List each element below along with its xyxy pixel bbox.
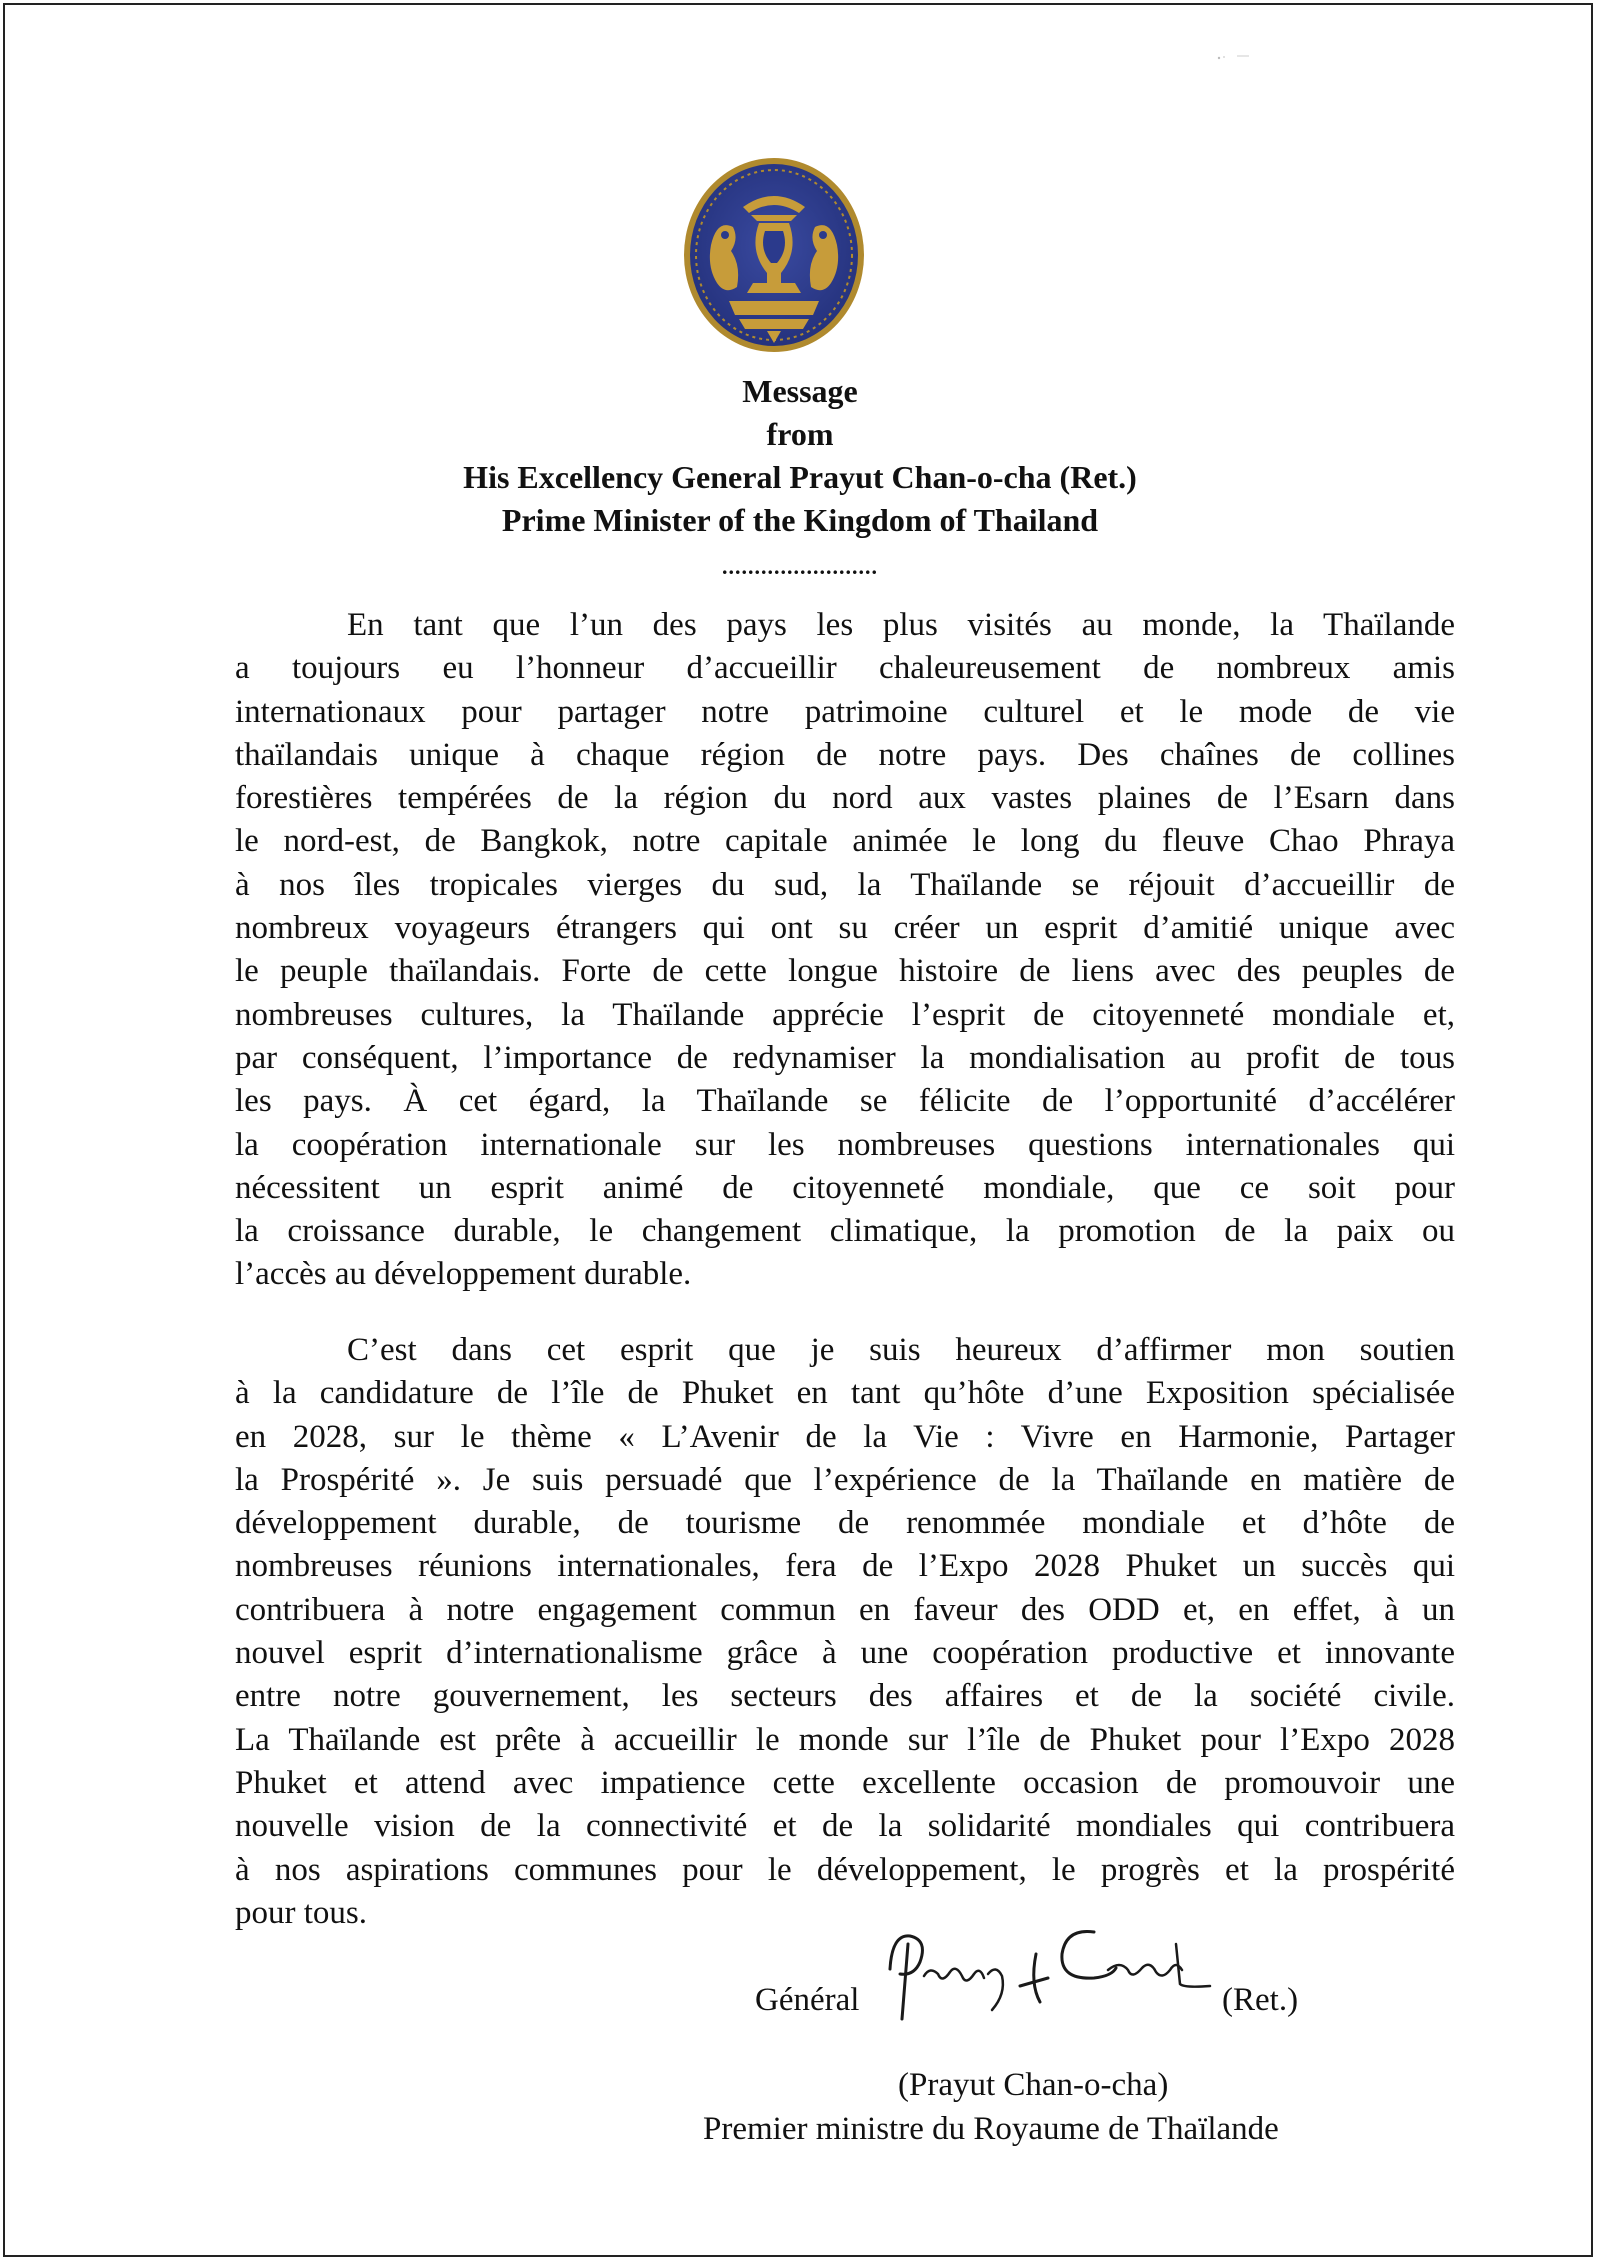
text-line: nouvelle vision de la connectivité et de la solidarité mondiales qui contribuera: [235, 1808, 1455, 1845]
text-line: à nos îles tropicales vierges du sud, la Thaïlande se réjouit d’accueillir de: [235, 866, 1455, 903]
signer-title: Premier ministre du Royaume de Thaïlande: [703, 2111, 1279, 2147]
body-paragraph-1: [235, 604, 1455, 1297]
text-line: En tant que l’un des pays les plus visités au monde, la Thaïlande: [347, 607, 1455, 643]
text-line: à la candidature de l’île de Phuket en tant qu’hôte d’une Exposition spécialisée: [235, 1375, 1455, 1412]
text-line: par conséquent, l’importance de redynamiser la mondialisation au profit de tous: [235, 1039, 1455, 1076]
text-line: à nos aspirations communes pour le développement, le progrès et la prospérité: [235, 1851, 1455, 1888]
text-line: nombreux voyageurs étrangers qui ont su créer un esprit d’amitié unique avec: [235, 910, 1455, 947]
heading-separator: ........................: [722, 554, 878, 579]
signer-rank-suffix: (Ret.): [1222, 1982, 1299, 2018]
text-line: entre notre gouvernement, les secteurs des affaires et de la société civile.: [235, 1678, 1455, 1715]
text-line: le nord-est, de Bangkok, notre capitale animée le long du fleuve Chao Phraya: [235, 823, 1455, 860]
text-line: forestières tempérées de la région du nord aux vastes plaines de l’Esarn dans: [235, 780, 1455, 817]
signer-name: (Prayut Chan-o-cha): [898, 2067, 1169, 2103]
body-paragraph-2: [235, 1329, 1455, 1935]
text-line: pour tous.: [235, 1894, 367, 1931]
heading-sender-title: Prime Minister of the Kingdom of Thailand: [501, 502, 1099, 538]
message-heading: [0, 370, 1600, 542]
text-line: contribuera à notre engagement commun en faveur des ODD et, en effet, à un: [235, 1591, 1455, 1628]
royal-seal-emblem: [681, 155, 867, 355]
heading-message: Message: [742, 373, 858, 409]
text-line: en 2028, sur le thème « L’Avenir de la Vie : Vivre en Harmonie, Partager: [235, 1418, 1455, 1455]
text-line: La Thaïlande est prête à accueillir le monde sur l’île de Phuket pour l’Expo 2028: [235, 1721, 1455, 1758]
text-line: nombreuses cultures, la Thaïlande apprécie l’esprit de citoyenneté mondiale et,: [235, 996, 1455, 1033]
text-line: a toujours eu l’honneur d’accueillir chaleureusement de nombreux amis: [235, 650, 1455, 687]
text-line: nouvel esprit d’internationalisme grâce à une coopération productive et innovante: [235, 1635, 1455, 1672]
text-line: Phuket et attend avec impatience cette excellente occasion de promouvoir une: [235, 1764, 1455, 1801]
text-line: internationaux pour partager notre patrimoine culturel et le mode de vie: [235, 693, 1455, 730]
handwritten-signature: [880, 1914, 1230, 2024]
scan-artifact: [1215, 52, 1251, 62]
heading-from: from: [766, 416, 834, 452]
text-line: la Prospérité ». Je suis persuadé que l’expérience de la Thaïlande en matière de: [235, 1461, 1455, 1498]
text-line: le peuple thaïlandais. Forte de cette longue histoire de liens avec des peuples de: [235, 953, 1455, 990]
signer-rank: Général: [755, 1982, 860, 2018]
text-line: la coopération internationale sur les nombreuses questions internationales qui: [235, 1126, 1455, 1163]
text-line: nombreuses réunions internationales, fera de l’Expo 2028 Phuket un succès qui: [235, 1548, 1455, 1585]
text-line: nécessitent un esprit animé de citoyenneté mondiale, que ce soit pour: [235, 1169, 1455, 1206]
heading-sender-name: His Excellency General Prayut Chan-o-cha (Ret.): [463, 459, 1137, 495]
text-line: l’accès au développement durable.: [235, 1256, 692, 1293]
text-line: thaïlandais unique à chaque région de notre pays. Des chaînes de collines: [235, 736, 1455, 773]
text-line: développement durable, de tourisme de renommée mondiale et d’hôte de: [235, 1505, 1455, 1542]
text-line: la croissance durable, le changement climatique, la promotion de la paix ou: [235, 1213, 1455, 1250]
text-line: C’est dans cet esprit que je suis heureux d’affirmer mon soutien: [347, 1332, 1455, 1368]
text-line: les pays. À cet égard, la Thaïlande se félicite de l’opportunité d’accélérer: [235, 1083, 1455, 1120]
